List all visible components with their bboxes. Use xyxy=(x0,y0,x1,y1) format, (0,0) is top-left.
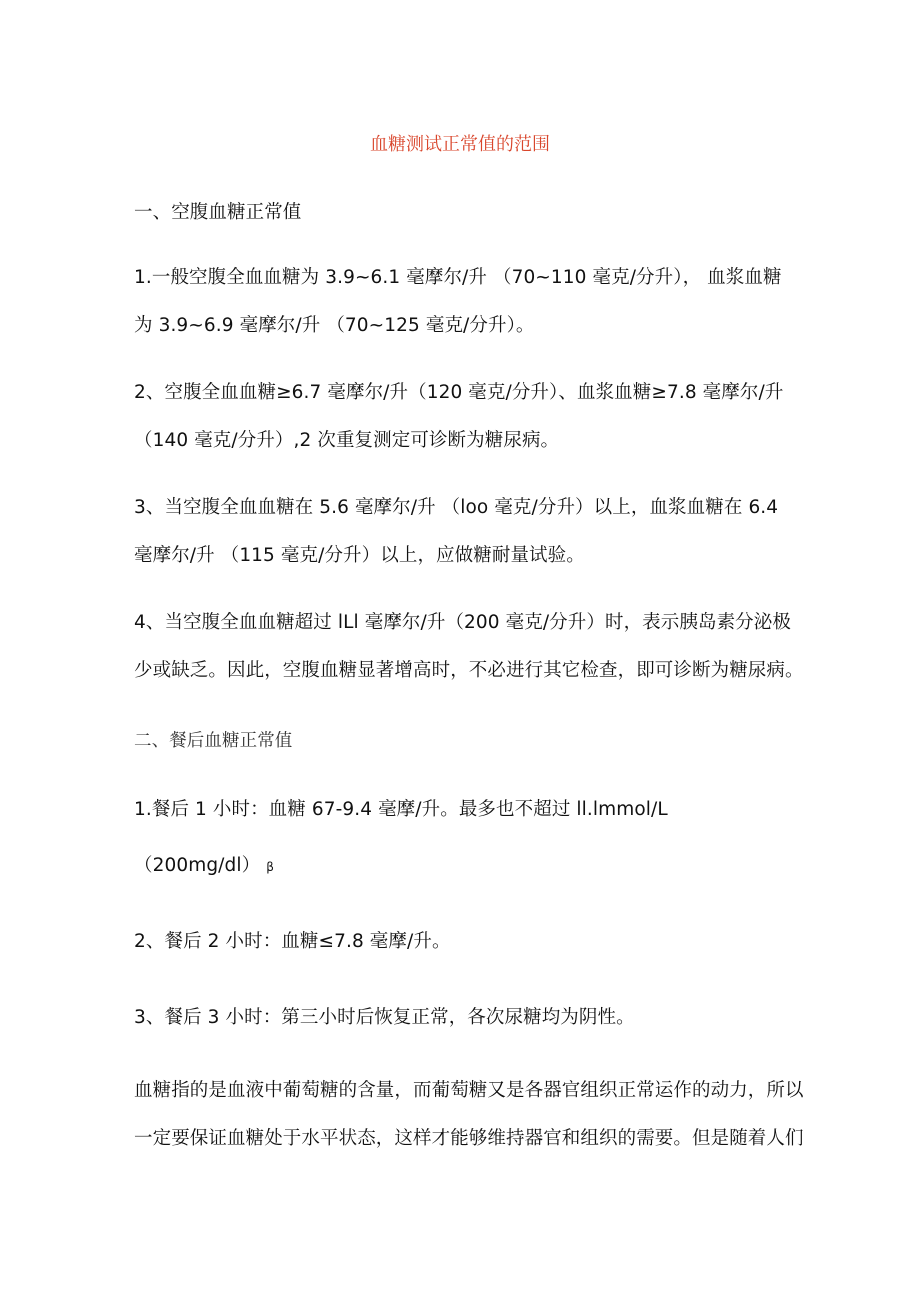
fasting-item-2-line-2: （140 毫克/分升）,2 次重复测定可诊断为糖尿病。 xyxy=(134,430,560,451)
document-title: 血糖测试正常值的范围 xyxy=(370,134,550,155)
postprandial-item-3: 3、餐后 3 小时：第三小时后恢复正常，各次尿糖均为阴性。 xyxy=(134,1007,635,1028)
closing-paragraph-line-2: 一定要保证血糖处于水平状态，这样才能够维持器官和组织的需要。但是随着人们 xyxy=(134,1128,804,1149)
postprandial-item-1-value: （200mg∕dl） xyxy=(134,855,261,876)
fasting-item-1-line-1: 1.一般空腹全血血糖为 3.9~6.1 毫摩尔/升 （70~110 毫克/分升）， 血浆血糖 xyxy=(134,267,782,288)
postprandial-item-1-suffix: β xyxy=(266,860,274,874)
fasting-item-3-line-1: 3、当空腹全血血糖在 5.6 毫摩尔/升 （loo 毫克/分升）以上，血浆血糖在 6.4 xyxy=(134,497,779,518)
section-heading-fasting: 一、空腹血糖正常值 xyxy=(134,202,302,223)
fasting-item-2-line-1: 2、空腹全血血糖≥6.7 毫摩尔/升（120 毫克/分升）、血浆血糖≥7.8 毫摩尔/升 xyxy=(134,382,784,403)
fasting-item-4-line-1: 4、当空腹全血血糖超过 lLl 毫摩尔/升（200 毫克/分升）时，表示胰岛素分泌极 xyxy=(134,612,791,633)
fasting-item-4-line-2: 少或缺乏。因此，空腹血糖显著增高时，不必进行其它检查，即可诊断为糖尿病。 xyxy=(134,660,804,681)
section-heading-postprandial: 二、餐后血糖正常值 xyxy=(134,731,293,751)
postprandial-item-1-line-2 xyxy=(134,853,274,880)
postprandial-item-1-line-1: 1.餐后 1 小时：血糖 67-9.4 毫摩/升。最多也不超过 ll.lmmol/L xyxy=(134,799,668,820)
fasting-item-1-line-2: 为 3.9~6.9 毫摩尔/升 （70~125 毫克/分升）。 xyxy=(134,315,535,336)
postprandial-item-2: 2、餐后 2 小时：血糖≤7.8 毫摩/升。 xyxy=(134,931,451,952)
closing-paragraph-line-1: 血糖指的是血液中葡萄糖的含量，而葡萄糖又是各器官组织正常运作的动力，所以 xyxy=(134,1080,804,1101)
fasting-item-3-line-2: 毫摩尔/升 （115 毫克/分升）以上，应做糖耐量试验。 xyxy=(134,545,585,566)
